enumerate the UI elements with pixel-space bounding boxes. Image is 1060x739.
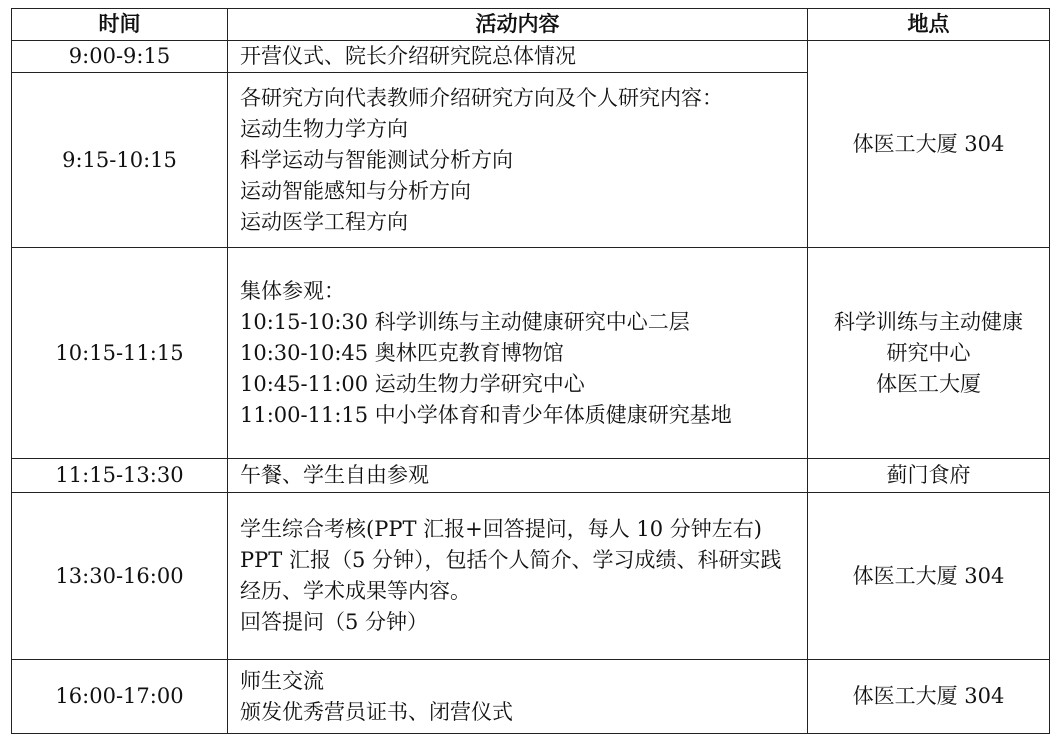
location-cell [808, 660, 1050, 734]
activity-line: 学生综合考核(PPT 汇报+回答提问，每人 10 分钟左右) [240, 517, 762, 541]
activity-cell [228, 41, 808, 73]
activity-line: 科学运动与智能测试分析方向 [240, 147, 513, 172]
header-activity: 活动内容 [228, 9, 808, 41]
activity-line: 10:45-11:00 运动生物力学研究中心 [240, 371, 585, 396]
activity-cell [228, 493, 808, 660]
location-cell [808, 248, 1050, 459]
schedule-table [11, 8, 1050, 734]
activity-line: 午餐、学生自由参观 [240, 463, 429, 487]
activity-line: 运动生物力学方向 [240, 116, 408, 141]
time-cell: 10:15-11:15 [12, 248, 228, 459]
location-line: 体医工大厦 [876, 371, 981, 396]
location-line: 体医工大厦 304 [852, 563, 1005, 588]
activity-line: 10:15-10:30 科学训练与主动健康研究中心二层 [240, 309, 690, 334]
activity-line: 运动智能感知与分析方向 [240, 178, 471, 203]
location-line: 研究中心 [886, 340, 971, 365]
activity-line: 开营仪式、院长介绍研究院总体情况 [240, 44, 576, 68]
location-line: 蓟门食府 [886, 463, 971, 487]
activity-line: 颁发优秀营员证书、闭营仪式 [240, 699, 513, 724]
activity-line: 11:00-11:15 中小学体育和青少年体质健康研究基地 [240, 402, 732, 427]
activity-cell [228, 459, 808, 493]
location-line: 体医工大厦 304 [852, 684, 1005, 708]
header-row [12, 9, 1050, 41]
time-cell: 13:30-16:00 [12, 493, 228, 660]
location-cell [808, 41, 1050, 248]
header-location: 地点 [808, 9, 1050, 41]
activity-cell [228, 73, 808, 248]
table-row [12, 660, 1050, 734]
activity-line: 运动医学工程方向 [240, 209, 408, 234]
time-cell: 9:15-10:15 [12, 73, 228, 248]
time-cell: 9:00-9:15 [12, 41, 228, 73]
activity-line: 回答提问（5 分钟） [240, 610, 429, 634]
location-line: 科学训练与主动健康 [834, 309, 1023, 334]
activity-line: 集体参观： [240, 278, 345, 303]
table-row [12, 248, 1050, 459]
table-row [12, 41, 1050, 73]
activity-cell [228, 248, 808, 459]
location-cell [808, 493, 1050, 660]
activity-line: 10:30-10:45 奥林匹克教育博物馆 [240, 340, 564, 365]
activity-line: 各研究方向代表教师介绍研究方向及个人研究内容： [240, 85, 723, 110]
location-line: 体医工大厦 304 [852, 131, 1005, 156]
header-time: 时间 [12, 9, 228, 41]
table-row [12, 459, 1050, 493]
time-cell: 16:00-17:00 [12, 660, 228, 734]
table-row [12, 493, 1050, 660]
time-cell: 11:15-13:30 [12, 459, 228, 493]
activity-line: PPT 汇报（5 分钟），包括个人简介、学习成绩、科研实践经历、学术成果等内容。 [240, 548, 782, 603]
activity-cell [228, 660, 808, 734]
location-cell [808, 459, 1050, 493]
activity-line: 师生交流 [240, 668, 324, 693]
